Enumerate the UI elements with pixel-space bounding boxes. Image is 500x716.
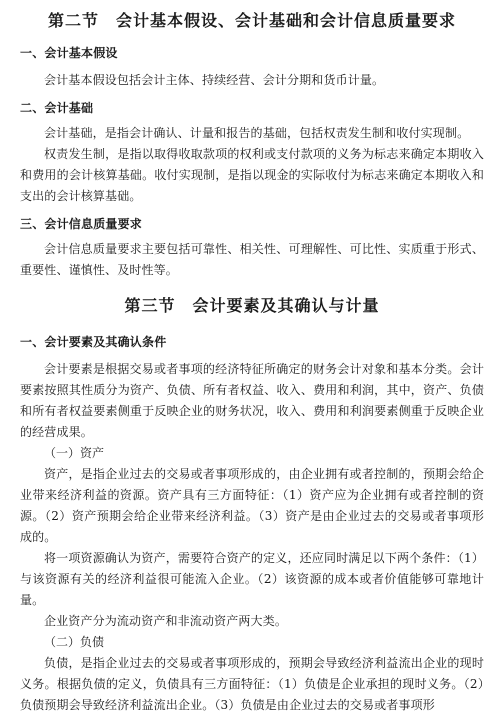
heading-elements-recognition: 一、会计要素及其确认条件 — [20, 335, 167, 349]
section-title-2: 第二节 会计基本假设、会计基础和会计信息质量要求 — [47, 11, 456, 30]
section-title-3: 第三节 会计要素及其确认与计量 — [124, 296, 380, 315]
heading-quality-requirements: 三、会计信息质量要求 — [20, 217, 143, 231]
subheading-assets: （一）资产 — [44, 446, 105, 460]
paragraph-asset-recognition: 将一项资源确认为资产，需要符合资产的定义，还应同时满足以下两个条件：（1）与该资源有关的经济利益很可能流入企业。（2）该资源的成本或者价值能够可靠地计量。 — [20, 551, 484, 607]
paragraph-asset-definition: 资产，是指企业过去的交易或者事项形成的，由企业拥有或者控制的，预期会给企业带来经济利益的资源。资产具有三方面特征：（1）资产应为企业拥有或者控制的资源。（2）资产预期会给企业带来经济利益。（3）资产是由企业过去的交易或者事项形成的。 — [20, 467, 484, 544]
heading-accounting-basis: 二、会计基础 — [20, 101, 94, 115]
paragraph-accounting-basis: 会计基础，是指会计确认、计量和报告的基础，包括权责发生制和收付实现制。 — [44, 126, 470, 140]
paragraph-accounting-elements: 会计要素是根据交易或者事项的经济特征所确定的财务会计对象和基本分类。会计要素按照其性质分为资产、负债、所有者权益、收入、费用和利润，其中，资产、负债和所有者权益要素侧重于反映企业的财务状况，收入、费用和利润要素侧重于反映企业的经营成果。 — [20, 362, 484, 439]
subheading-liabilities: （二）负债 — [44, 635, 105, 649]
paragraph-accrual-cash-basis: 权责发生制，是指以取得收取款项的权利或支付款项的义务为标志来确定本期收入和费用的会计核算基础。收付实现制，是指以现金的实际收付为标志来确定本期收入和支出的会计核算基础。 — [20, 147, 484, 203]
paragraph-basic-assumptions: 会计基本假设包括会计主体、持续经营、会计分期和货币计量。 — [44, 73, 385, 87]
paragraph-liability-definition: 负债，是指企业过去的交易或者事项形成的，预期会导致经济利益流出企业的现时义务。根据负债的定义，负债具有三方面特征：（1）负债是企业承担的现时义务。（2）负债预期会导致经济利益流出企业。（3）负债是由企业过去的交易或者事项形 — [20, 656, 484, 712]
paragraph-quality-requirements: 会计信息质量要求主要包括可靠性、相关性、可理解性、可比性、实质重于形式、重要性、谨慎性、及时性等。 — [20, 242, 484, 277]
paragraph-asset-classes: 企业资产分为流动资产和非流动资产两大类。 — [44, 614, 288, 628]
heading-basic-assumptions: 一、会计基本假设 — [20, 46, 118, 60]
